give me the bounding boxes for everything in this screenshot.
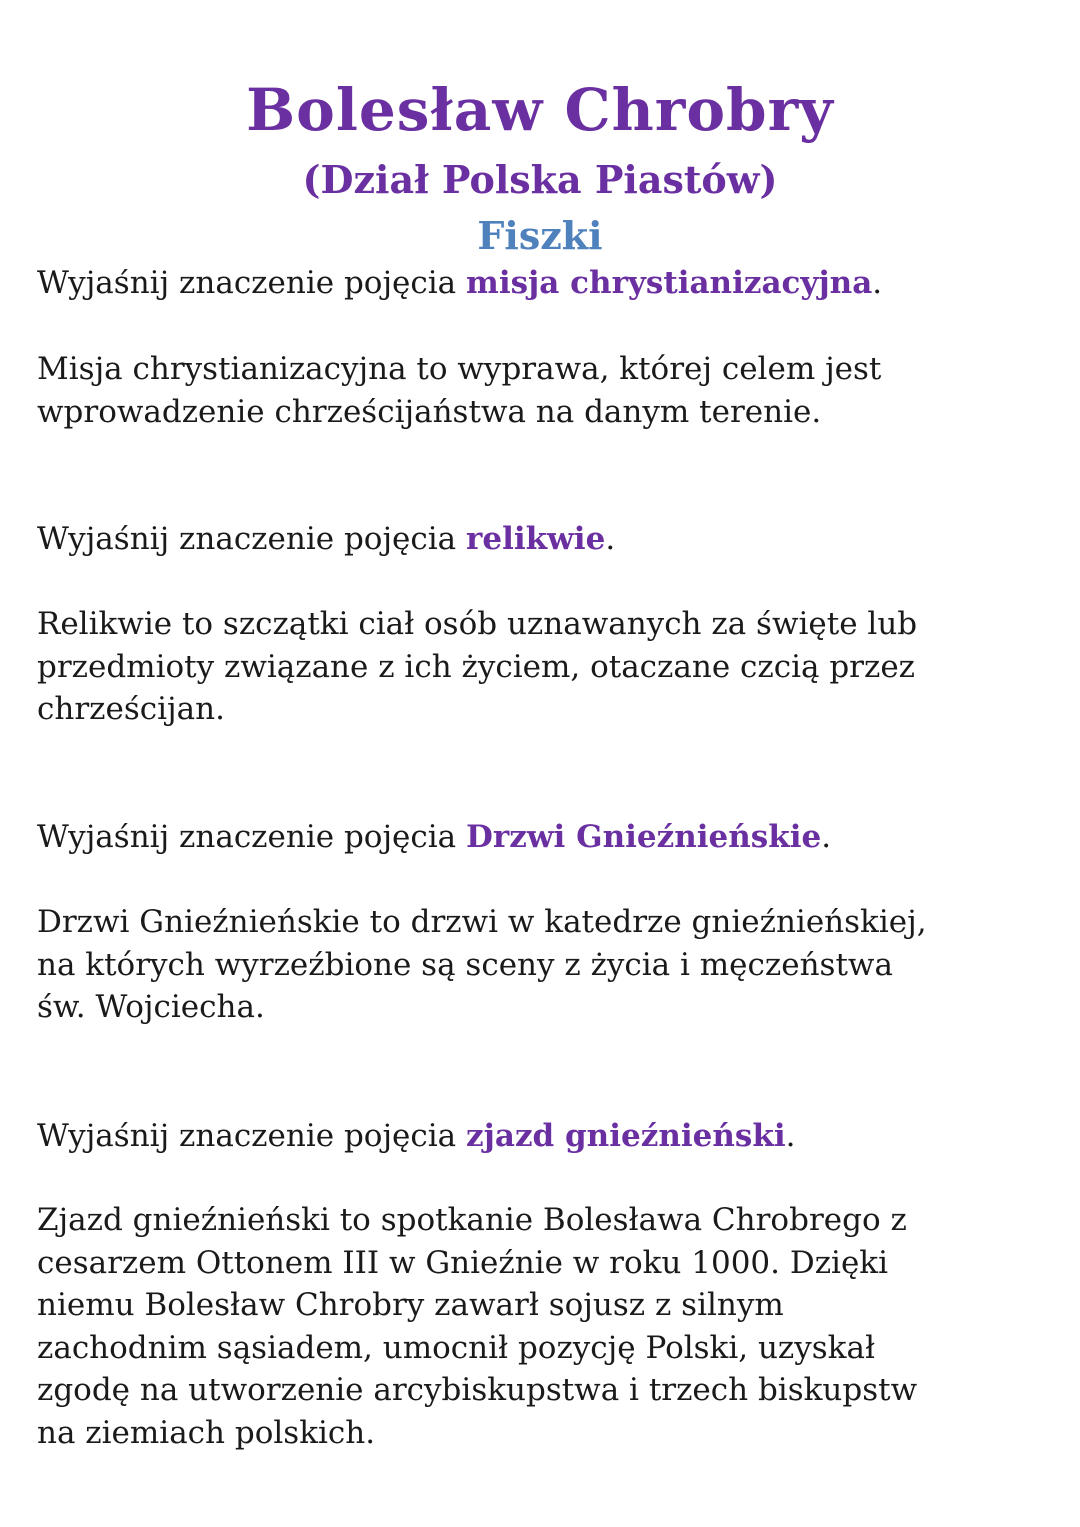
section-label: Fiszki bbox=[477, 213, 603, 258]
card-question bbox=[37, 816, 831, 858]
question-suffix: . bbox=[872, 265, 883, 301]
card-answer bbox=[37, 603, 1047, 731]
answer-line: wprowadzenie chrześcijaństwa na danym terenie. bbox=[37, 393, 822, 430]
answer-line: zgodę na utworzenie arcybiskupstwa i trzech biskupstw bbox=[37, 1372, 918, 1409]
question-term: misja chrystianizacyjna bbox=[466, 265, 873, 301]
card-question bbox=[37, 262, 882, 304]
answer-line: Zjazd gnieźnieński to spotkanie Bolesława Chrobrego z bbox=[37, 1202, 907, 1238]
answer-line: zachodnim sąsiadem, umocnił pozycję Polski, uzyskał bbox=[37, 1329, 875, 1366]
card-answer bbox=[37, 1199, 1047, 1455]
page-subtitle: (Dział Polska Piastów) bbox=[302, 157, 778, 202]
answer-line: przedmioty związane z ich życiem, otaczane czcią przez bbox=[37, 648, 916, 685]
answer-line: Drzwi Gnieźnieńskie to drzwi w katedrze gnieźnieńskiej, bbox=[37, 904, 927, 940]
question-term: Drzwi Gnieźnieńskie bbox=[466, 819, 822, 855]
question-suffix: . bbox=[605, 521, 616, 557]
question-prefix: Wyjaśnij znaczenie pojęcia bbox=[37, 1118, 467, 1154]
answer-line: na których wyrzeźbione są sceny z życia i męczeństwa bbox=[37, 946, 893, 983]
answer-line: na ziemiach polskich. bbox=[37, 1414, 376, 1451]
page-title: Bolesław Chrobry bbox=[246, 76, 834, 144]
question-suffix: . bbox=[785, 1118, 796, 1154]
question-term: zjazd gnieźnieński bbox=[466, 1118, 786, 1154]
question-prefix: Wyjaśnij znaczenie pojęcia bbox=[37, 521, 467, 557]
answer-line: Misja chrystianizacyjna to wyprawa, której celem jest bbox=[37, 351, 882, 387]
card-answer bbox=[37, 348, 1047, 433]
question-prefix: Wyjaśnij znaczenie pojęcia bbox=[37, 819, 467, 855]
answer-line: św. Wojciecha. bbox=[37, 989, 265, 1026]
question-prefix: Wyjaśnij znaczenie pojęcia bbox=[37, 265, 467, 301]
question-term: relikwie bbox=[466, 521, 606, 557]
answer-line: cesarzem Ottonem III w Gnieźnie w roku 1000. Dzięki bbox=[37, 1244, 889, 1281]
question-suffix: . bbox=[821, 819, 832, 855]
answer-line: chrześcijan. bbox=[37, 691, 225, 728]
answer-line: Relikwie to szczątki ciał osób uznawanych za święte lub bbox=[37, 606, 918, 642]
card-answer bbox=[37, 901, 1047, 1029]
card-question bbox=[37, 518, 615, 560]
answer-line: niemu Bolesław Chrobry zawarł sojusz z silnym bbox=[37, 1287, 784, 1324]
card-question bbox=[37, 1115, 795, 1157]
